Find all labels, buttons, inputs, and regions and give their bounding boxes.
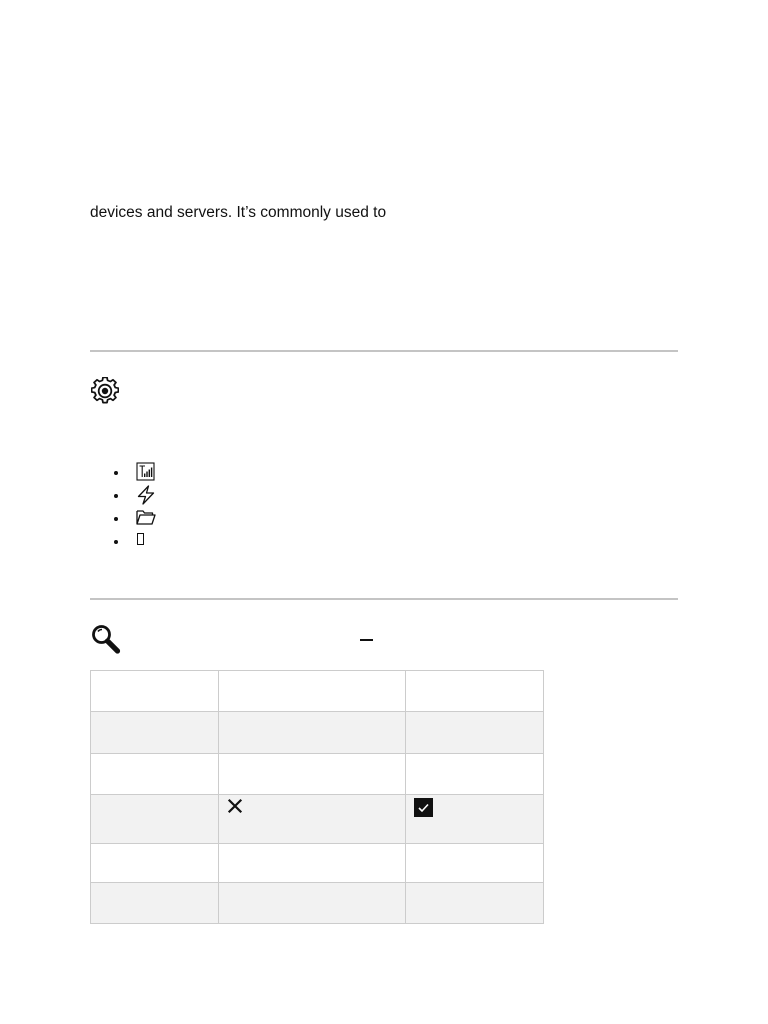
lightning-bolt-icon xyxy=(136,485,156,505)
table-row xyxy=(91,671,544,712)
table-cell xyxy=(91,844,219,883)
table-cell xyxy=(406,754,544,795)
x-mark-icon xyxy=(227,798,243,814)
table-cell xyxy=(219,844,406,883)
checked-checkbox-icon[interactable] xyxy=(414,798,433,817)
table-cell xyxy=(91,795,219,844)
table-cell xyxy=(219,883,406,924)
intro-paragraph: devices and servers. It’s commonly used to xyxy=(90,204,387,221)
feature-icon-list xyxy=(90,461,156,553)
table-cell xyxy=(406,844,544,883)
folder-icon xyxy=(136,508,156,526)
table-cell xyxy=(219,754,406,795)
signal-bars-icon xyxy=(136,462,155,481)
table-cell xyxy=(91,754,219,795)
table-cell xyxy=(406,883,544,924)
table-cell xyxy=(91,671,219,712)
table-cell xyxy=(406,795,544,844)
missing-glyph-icon xyxy=(136,531,146,547)
table-cell xyxy=(91,712,219,754)
table-cell xyxy=(406,712,544,754)
table-cell xyxy=(219,671,406,712)
gear-icon xyxy=(91,377,119,405)
table-cell xyxy=(219,712,406,754)
table-cell xyxy=(406,671,544,712)
table-row xyxy=(91,844,544,883)
list-item xyxy=(90,462,156,484)
table-cell xyxy=(219,795,406,844)
list-item xyxy=(90,531,156,553)
table-row xyxy=(91,754,544,795)
list-item xyxy=(90,508,156,530)
section-divider xyxy=(90,350,678,352)
table-row xyxy=(91,712,544,754)
table-row xyxy=(91,883,544,924)
section-divider xyxy=(90,598,678,600)
data-table xyxy=(90,670,544,924)
list-item xyxy=(90,485,156,507)
minus-icon xyxy=(360,639,373,641)
table-cell xyxy=(91,883,219,924)
table-row xyxy=(91,795,544,844)
search-icon xyxy=(91,624,121,654)
